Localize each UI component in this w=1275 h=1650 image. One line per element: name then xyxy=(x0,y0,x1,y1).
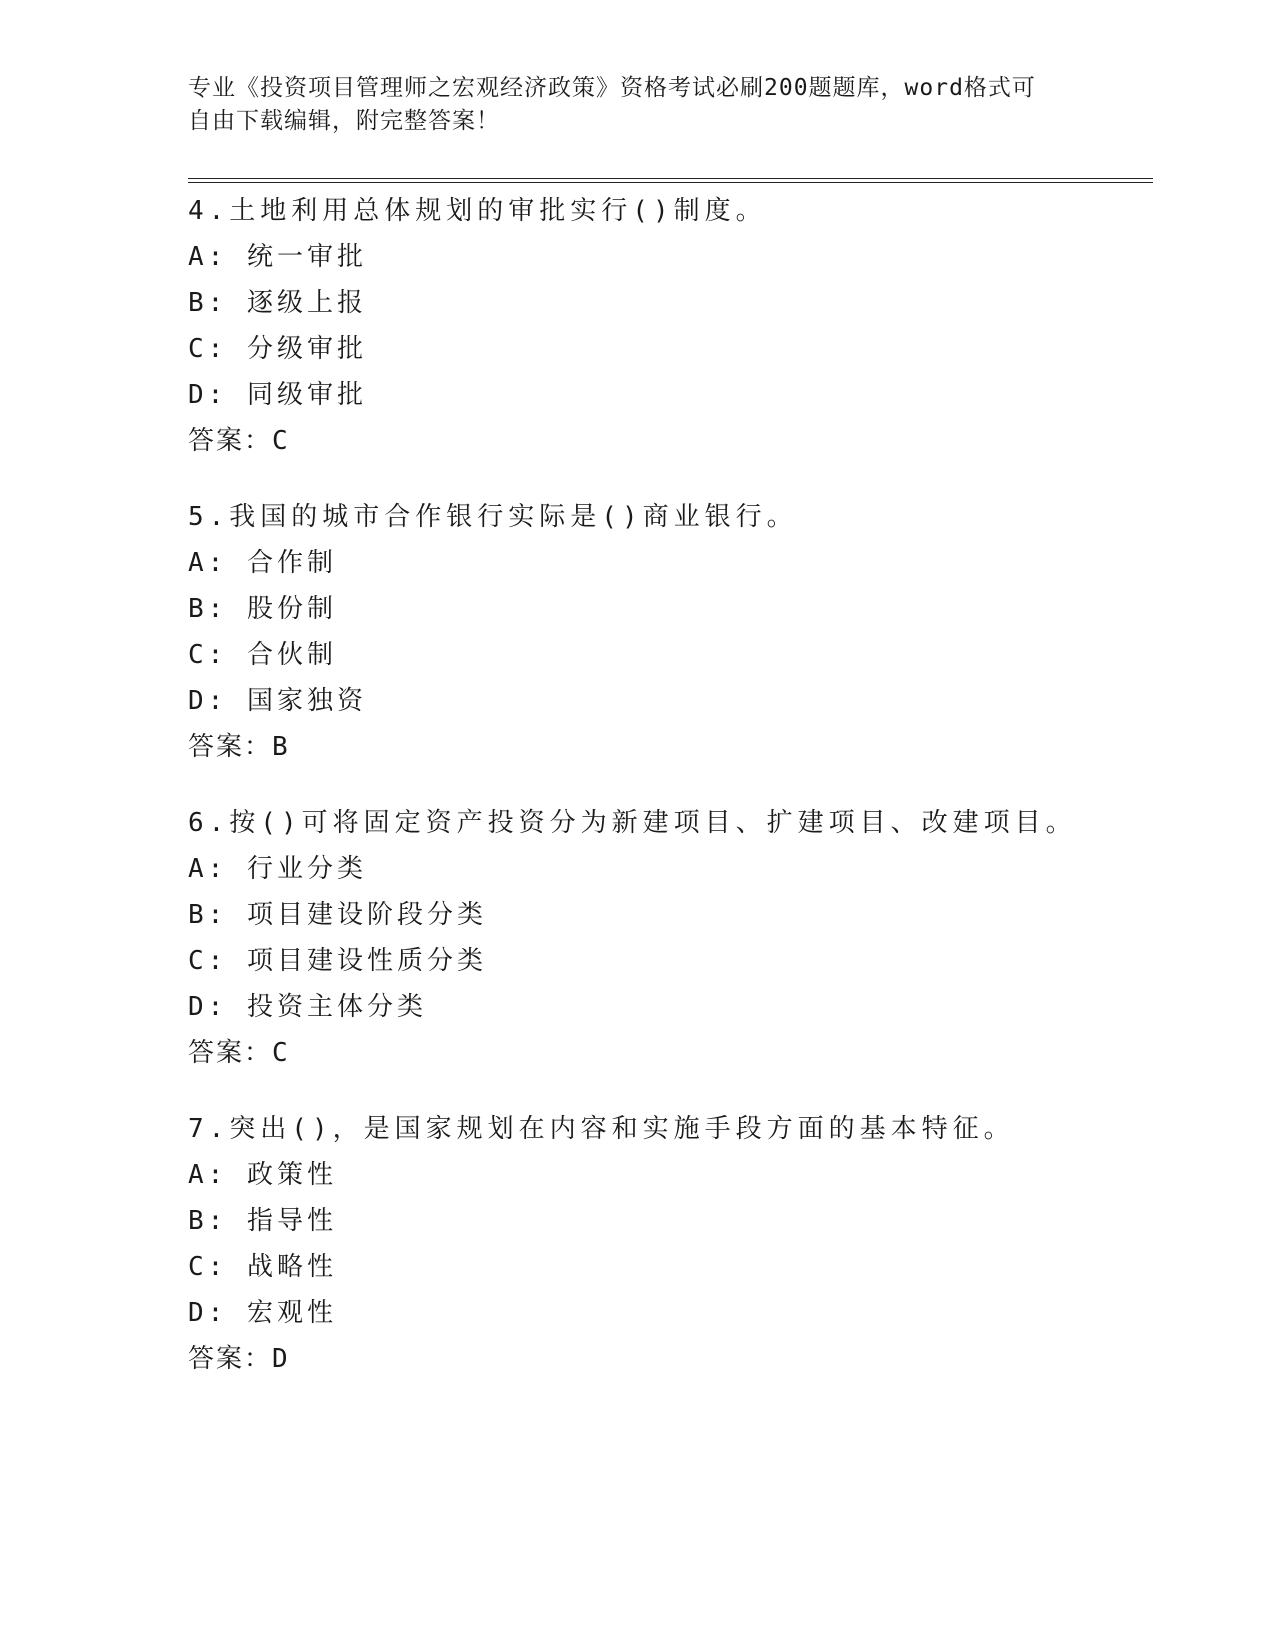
question-block xyxy=(188,800,1188,1076)
answer-label: 答案： xyxy=(188,732,273,762)
option-b: B: 指导性 xyxy=(188,1206,337,1236)
document-header xyxy=(188,72,1088,138)
option-d: D: 同级审批 xyxy=(188,380,367,410)
question-block xyxy=(188,1106,1188,1382)
question-block xyxy=(188,188,1188,464)
answer-label: 答案： xyxy=(188,1344,273,1374)
question-block xyxy=(188,494,1188,770)
option-a: A: 政策性 xyxy=(188,1160,337,1190)
question-stem: 4.土地利用总体规划的审批实行()制度。 xyxy=(188,196,767,226)
answer-value: D xyxy=(272,1344,290,1374)
option-d: D: 国家独资 xyxy=(188,686,367,716)
option-b: B: 股份制 xyxy=(188,594,337,624)
answer-line xyxy=(188,1336,1188,1382)
answer-line xyxy=(188,1030,1188,1076)
question-stem: 6.按()可将固定资产投资分为新建项目、扩建项目、改建项目。 xyxy=(188,808,1077,838)
option-b: B: 项目建设阶段分类 xyxy=(188,900,487,930)
option-a: A: 统一审批 xyxy=(188,242,367,272)
option-c: C: 合伙制 xyxy=(188,640,337,670)
option-a: A: 行业分类 xyxy=(188,854,367,884)
option-c: C: 项目建设性质分类 xyxy=(188,946,487,976)
header-divider-bottom xyxy=(188,182,1153,183)
option-a: A: 合作制 xyxy=(188,548,337,578)
option-d: D: 宏观性 xyxy=(188,1298,337,1328)
option-d: D: 投资主体分类 xyxy=(188,992,427,1022)
header-line-1: 专业《投资项目管理师之宏观经济政策》资格考试必刷200题题库，word格式可 xyxy=(188,75,1036,101)
option-c: C: 战略性 xyxy=(188,1252,337,1282)
option-b: B: 逐级上报 xyxy=(188,288,367,318)
question-stem: 5.我国的城市合作银行实际是()商业银行。 xyxy=(188,502,798,532)
header-line-2: 自由下载编辑，附完整答案！ xyxy=(188,108,500,134)
header-divider-top xyxy=(188,178,1153,179)
option-c: C: 分级审批 xyxy=(188,334,367,364)
answer-value: C xyxy=(272,1038,290,1068)
answer-line xyxy=(188,724,1188,770)
answer-value: B xyxy=(272,732,290,762)
answer-label: 答案： xyxy=(188,1038,273,1068)
answer-line xyxy=(188,418,1188,464)
answer-value: C xyxy=(272,426,290,456)
question-stem: 7.突出()，是国家规划在内容和实施手段方面的基本特征。 xyxy=(188,1114,1015,1144)
answer-label: 答案： xyxy=(188,426,273,456)
